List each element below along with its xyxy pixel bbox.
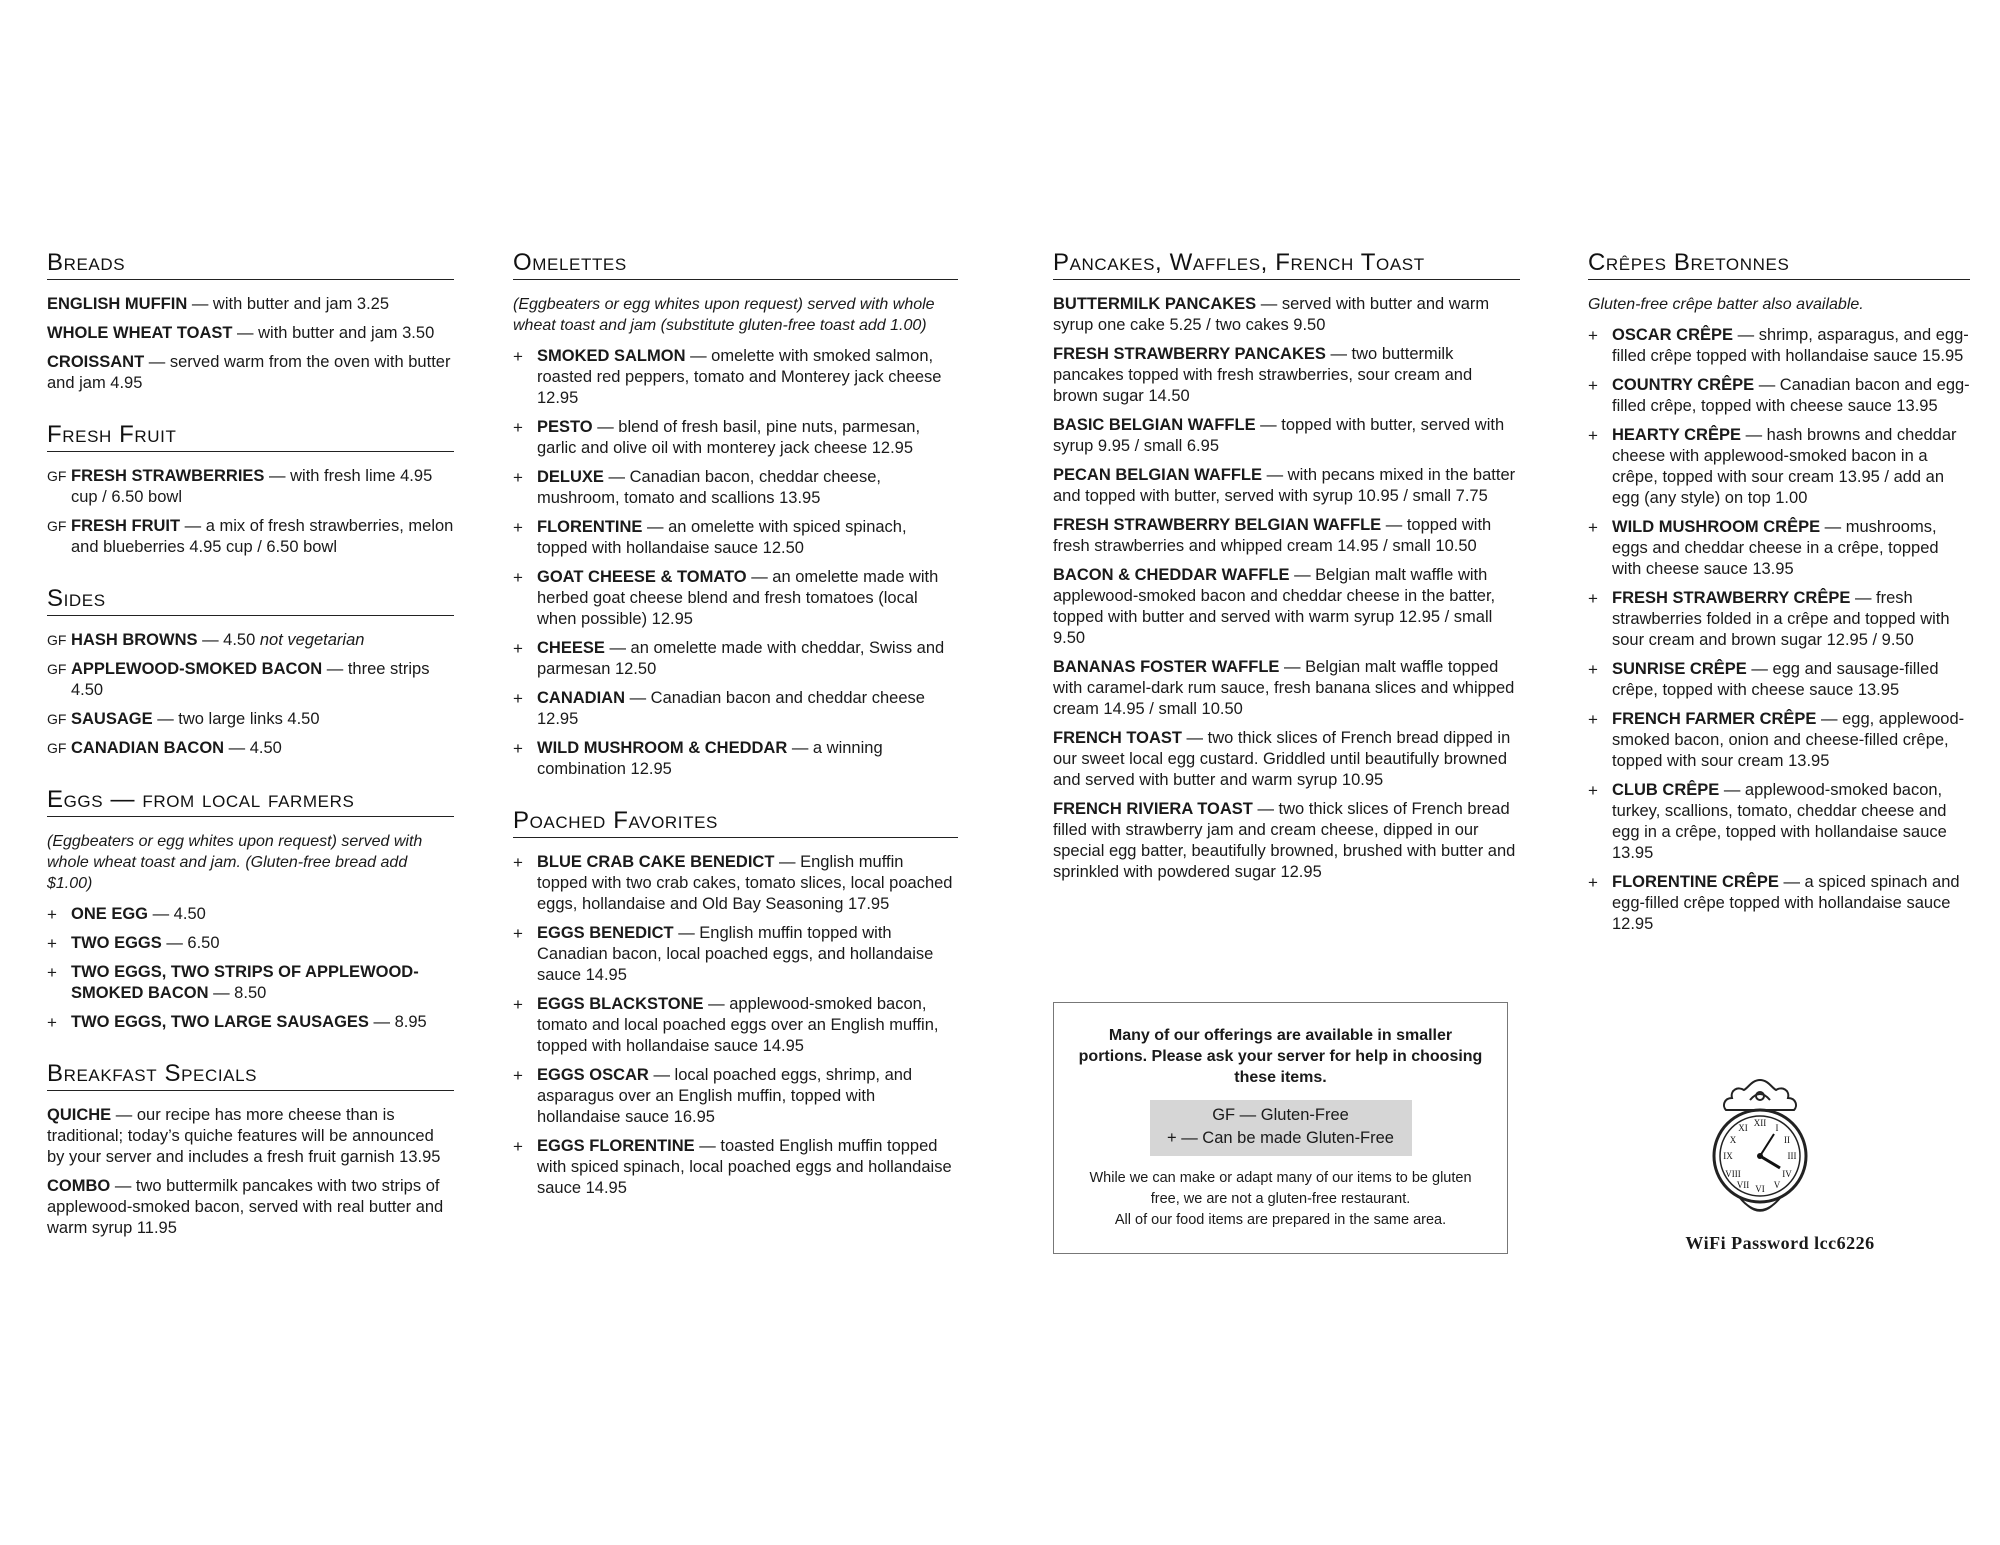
menu-item-name: BLUE CRAB CAKE BENEDICT	[537, 853, 775, 871]
menu-item	[47, 352, 454, 394]
svg-text:X: X	[1729, 1135, 1737, 1145]
menu-item-description: — with butter and jam 3.50	[232, 324, 435, 342]
menu-item-description: — with butter and jam 3.25	[187, 295, 390, 313]
gluten-free-adaptable-marker: +	[47, 1013, 57, 1032]
menu-item-description: — two thick slices of French bread filled with strawberry jam and cream cheese, dipped in our special egg batter, beautifully browned, brushed with butter and sprinkled with powdered sugar 12.95	[1053, 800, 1516, 881]
legend-gf: GF — Gluten-Free	[1212, 1106, 1349, 1124]
menu-item	[1053, 515, 1520, 557]
menu-item-description: — Belgian malt waffle with applewood-smoked bacon and cheddar cheese in the batter, topped with butter and served with warm syrup 12.95 / small 9.50	[1053, 566, 1496, 647]
menu-item	[47, 1105, 454, 1168]
menu-item-name: EGGS BENEDICT	[537, 924, 674, 942]
gluten-legend	[1150, 1100, 1412, 1156]
portions-notice: Many of our offerings are available in smaller portions. Please ask your server for help in choosing these items.	[1078, 1027, 1483, 1086]
menu-item-name: PESTO	[537, 418, 593, 436]
poached-favorites-section	[513, 806, 958, 1199]
menu-item	[1588, 709, 1970, 772]
menu-item-name: COMBO	[47, 1177, 111, 1195]
omelettes-heading: Omelettes	[513, 248, 958, 280]
menu-item	[1053, 465, 1520, 507]
svg-text:VI: VI	[1755, 1184, 1765, 1194]
menu-item-description: — applewood-smoked bacon, turkey, scallions, tomato, cheddar cheese and egg in a crêpe, topped with hollandaise sauce 13.95	[1612, 781, 1947, 862]
gluten-free-marker: GF	[47, 740, 67, 756]
menu-item	[47, 904, 454, 925]
menu-item	[1588, 780, 1970, 864]
sides-heading: Sides	[47, 584, 454, 616]
gluten-free-adaptable-marker: +	[513, 518, 523, 537]
menu-item	[513, 738, 958, 780]
fresh-fruit-heading: Fresh Fruit	[47, 420, 454, 452]
svg-text:V: V	[1773, 1180, 1781, 1190]
svg-text:VIII: VIII	[1725, 1169, 1741, 1179]
menu-item-name: HASH BROWNS	[71, 631, 198, 649]
crepes-section	[1588, 248, 1970, 935]
gluten-free-adaptable-marker: +	[1588, 660, 1598, 679]
menu-item-name: FRESH FRUIT	[71, 517, 181, 535]
svg-text:IV: IV	[1782, 1169, 1792, 1179]
gluten-free-adaptable-marker: +	[513, 853, 523, 872]
menu-item-name: FLORENTINE CRÊPE	[1612, 873, 1779, 891]
pancakes-section	[1053, 248, 1520, 883]
menu-item-name: BANANAS FOSTER WAFFLE	[1053, 658, 1280, 676]
menu-item	[1053, 344, 1520, 407]
svg-text:IX: IX	[1723, 1151, 1733, 1161]
gluten-free-adaptable-marker: +	[1588, 518, 1598, 537]
menu-item-list	[47, 294, 454, 394]
eggs-heading: Eggs — from local farmers	[47, 785, 454, 817]
menu-item-description: — English muffin topped with Canadian bacon, local poached eggs, and hollandaise sauce 14.95	[537, 924, 934, 984]
gluten-free-adaptable-marker: +	[1588, 589, 1598, 608]
menu-item-list	[47, 466, 454, 558]
menu-item-name: DELUXE	[537, 468, 604, 486]
menu-item	[513, 994, 958, 1057]
gluten-free-adaptable-marker: +	[513, 418, 523, 437]
menu-item	[1588, 425, 1970, 509]
menu-item-description: — with pecans mixed in the batter and topped with butter, served with syrup 10.95 / small 7.75	[1053, 466, 1516, 505]
gluten-free-adaptable-marker: +	[513, 1066, 523, 1085]
menu-item-description: — egg, applewood-smoked bacon, onion and cheese-filled crêpe, topped with sour cream 13.95	[1612, 710, 1965, 770]
menu-item-description: — Canadian bacon and cheddar cheese 12.95	[537, 689, 925, 728]
menu-item-name: EGGS BLACKSTONE	[537, 995, 704, 1013]
svg-text:I: I	[1775, 1123, 1779, 1133]
menu-item-name: FRENCH RIVIERA TOAST	[1053, 800, 1253, 818]
menu-item	[513, 517, 958, 559]
menu-item-description: — blend of fresh basil, pine nuts, parmesan, garlic and olive oil with monterey jack cheese 12.95	[537, 418, 921, 457]
gluten-free-adaptable-marker: +	[1588, 376, 1598, 395]
menu-item-description: — two large links 4.50	[152, 710, 320, 728]
omelettes-note: (Eggbeaters or egg whites upon request) served with whole wheat toast and jam (substitute gluten-free toast add 1.00)	[513, 296, 935, 334]
menu-item	[1588, 375, 1970, 417]
menu-item-description: — two thick slices of French bread dipped in our sweet local egg custard. Griddled until beautifully browned and served with butter and warm syrup 10.95	[1053, 729, 1511, 789]
menu-item-name: CHEESE	[537, 639, 605, 657]
gluten-free-marker: GF	[47, 711, 67, 727]
menu-item-description: — an omelette with spiced spinach, topped with hollandaise sauce 12.50	[537, 518, 907, 557]
gluten-free-adaptable-marker: +	[1588, 873, 1598, 892]
menu-item-description: — toasted English muffin topped with spiced spinach, local poached eggs and hollandaise sauce 14.95	[537, 1137, 952, 1197]
eggs-section	[47, 785, 454, 1033]
gluten-free-adaptable-marker: +	[47, 963, 57, 982]
gluten-free-adaptable-marker: +	[1588, 781, 1598, 800]
column-1	[47, 248, 454, 1265]
menu-item	[1588, 517, 1970, 580]
menu-item-description: — a mix of fresh strawberries, melon and blueberries 4.95 cup / 6.50 bowl	[71, 517, 454, 556]
menu-item	[513, 923, 958, 986]
menu-item	[1053, 728, 1520, 791]
menu-item-description: — served with butter and warm syrup one cake 5.25 / two cakes 9.50	[1053, 295, 1490, 334]
menu-item	[513, 467, 958, 509]
menu-item-name: WILD MUSHROOM & CHEDDAR	[537, 739, 788, 757]
gluten-free-adaptable-marker: +	[1588, 426, 1598, 445]
gluten-free-adaptable-marker: +	[1588, 326, 1598, 345]
gluten-free-adaptable-marker: +	[513, 995, 523, 1014]
menu-item-name: BASIC BELGIAN WAFFLE	[1053, 416, 1256, 434]
menu-item-name: WILD MUSHROOM CRÊPE	[1612, 518, 1821, 536]
menu-item	[47, 933, 454, 954]
gluten-free-adaptable-marker: +	[513, 739, 523, 758]
crepes-note: Gluten-free crêpe batter also available.	[1588, 296, 1864, 313]
menu-item-name: FRESH STRAWBERRIES	[71, 467, 265, 485]
menu-item	[47, 294, 454, 315]
menu-item-name: TWO EGGS, TWO STRIPS OF APPLEWOOD-SMOKED BACON	[71, 963, 419, 1002]
menu-item-list	[513, 346, 958, 780]
menu-item-name: FRENCH FARMER CRÊPE	[1612, 710, 1817, 728]
svg-text:XII: XII	[1753, 1118, 1767, 1128]
gluten-free-marker: GF	[47, 632, 67, 648]
sides-section	[47, 584, 454, 759]
menu-item	[1053, 657, 1520, 720]
menu-item	[47, 962, 454, 1004]
menu-item-list	[513, 852, 958, 1199]
column-4	[1588, 248, 1970, 961]
gluten-free-marker: GF	[47, 661, 67, 677]
menu-item	[47, 1012, 454, 1033]
menu-item-description: — topped with fresh strawberries and whipped cream 14.95 / small 10.50	[1053, 516, 1492, 555]
menu-item-name: TWO EGGS	[71, 934, 162, 952]
menu-item-name: EGGS FLORENTINE	[537, 1137, 695, 1155]
omelettes-section	[513, 248, 958, 780]
menu-item-name: COUNTRY CRÊPE	[1612, 376, 1755, 394]
menu-item-description: — a winning combination 12.95	[537, 739, 883, 778]
menu-item	[513, 852, 958, 915]
menu-item	[1588, 872, 1970, 935]
menu-item	[1053, 415, 1520, 457]
gluten-free-adaptable-marker: +	[47, 905, 57, 924]
menu-item	[1588, 588, 1970, 651]
menu-item	[47, 738, 454, 759]
menu-item	[513, 567, 958, 630]
menu-item-description: — applewood-smoked bacon, tomato and local poached eggs over an English muffin, topped with hollandaise sauce 14.95	[537, 995, 939, 1055]
menu-item-list	[47, 904, 454, 1033]
menu-item-name: CROISSANT	[47, 353, 145, 371]
menu-item-name: FRESH STRAWBERRY PANCAKES	[1053, 345, 1326, 363]
wifi-password: WiFi Password lcc6226	[1685, 1233, 1875, 1253]
gluten-free-adaptable-marker: +	[513, 924, 523, 943]
menu-item-list	[47, 630, 454, 759]
menu-item-description: — English muffin topped with two crab cakes, tomato slices, local poached eggs, hollandaise and Old Bay Seasoning 17.95	[537, 853, 953, 913]
menu-item-name: HEARTY CRÊPE	[1612, 426, 1741, 444]
menu-item-description: — egg and sausage-filled crêpe, topped with cheese sauce 13.95	[1612, 660, 1939, 699]
menu-item	[513, 346, 958, 409]
svg-text:XI: XI	[1738, 1123, 1748, 1133]
menu-item-description: — Belgian malt waffle topped with caramel-dark rum sauce, fresh banana slices and whipped cream 14.95 / small 10.50	[1053, 658, 1515, 718]
menu-item-name: CANADIAN BACON	[71, 739, 225, 757]
menu-item-description: — three strips 4.50	[71, 660, 430, 699]
menu-item-name: PECAN BELGIAN WAFFLE	[1053, 466, 1262, 484]
menu-item-description: — omelette with smoked salmon, roasted red peppers, tomato and Monterey jack cheese 12.95	[537, 347, 942, 407]
menu-item-description: — 4.50	[197, 631, 260, 649]
gluten-free-marker: GF	[47, 518, 67, 534]
menu-item-name: CANADIAN	[537, 689, 625, 707]
crepes-heading: Crêpes Bretonnes	[1588, 248, 1970, 280]
svg-text:II: II	[1784, 1135, 1790, 1145]
column-2	[513, 248, 958, 1225]
menu-item-description: — mushrooms, eggs and cheddar cheese in a crêpe, topped with cheese sauce 13.95	[1612, 518, 1939, 578]
gluten-free-adaptable-marker: +	[513, 689, 523, 708]
pancakes-heading: Pancakes, Waffles, French Toast	[1053, 248, 1520, 280]
menu-item-description: — Canadian bacon, cheddar cheese, mushroom, tomato and scallions 13.95	[537, 468, 881, 507]
poached-favorites-heading: Poached Favorites	[513, 806, 958, 838]
eggs-note: (Eggbeaters or egg whites upon request) served with whole wheat toast and jam. (Gluten-free bread add $1.00)	[47, 833, 423, 892]
menu-item	[513, 1065, 958, 1128]
disclaimer-line-2: All of our food items are prepared in the same area.	[1114, 1212, 1447, 1228]
menu-item-note: not vegetarian	[259, 631, 365, 649]
menu-item-description: — 6.50	[161, 934, 220, 952]
gluten-free-adaptable-marker: +	[1588, 710, 1598, 729]
menu-item-name: BACON & CHEDDAR WAFFLE	[1053, 566, 1290, 584]
menu-item-name: CLUB CRÊPE	[1612, 781, 1720, 799]
menu-item-description: — served warm from the oven with butter and jam 4.95	[47, 353, 451, 392]
menu-item-description: — local poached eggs, shrimp, and asparagus over an English muffin, topped with hollandaise sauce 16.95	[537, 1066, 913, 1126]
menu-item	[1053, 294, 1520, 336]
menu-item-name: APPLEWOOD-SMOKED BACON	[71, 660, 323, 678]
menu-item-name: TWO EGGS, TWO LARGE SAUSAGES	[71, 1013, 369, 1031]
menu-item-description: — 8.95	[368, 1013, 427, 1031]
menu-item-name: EGGS OSCAR	[537, 1066, 649, 1084]
menu-item-description: — fresh strawberries folded in a crêpe and topped with sour cream and brown sugar 12.95 / 9.50	[1612, 589, 1950, 649]
menu-item	[513, 638, 958, 680]
svg-text:VII: VII	[1736, 1180, 1750, 1190]
menu-item-name: FLORENTINE	[537, 518, 643, 536]
breads-section	[47, 248, 454, 394]
ornate-clock-icon	[1700, 1076, 1820, 1246]
menu-item-name: SUNRISE CRÊPE	[1612, 660, 1747, 678]
menu-item-description: — with fresh lime 4.95 cup / 6.50 bowl	[71, 467, 433, 506]
menu-item	[1053, 799, 1520, 883]
menu-item-name: BUTTERMILK PANCAKES	[1053, 295, 1257, 313]
menu-item-name: SMOKED SALMON	[537, 347, 686, 365]
menu-item	[1588, 659, 1970, 701]
menu-item-description: — hash browns and cheddar cheese with applewood-smoked bacon in a crêpe, topped with sour cream 13.95 / add an egg (any style) on top 1.00	[1612, 426, 1957, 507]
menu-item-description: — two buttermilk pancakes with two strips of applewood-smoked bacon, served with real butter and warm syrup 11.95	[47, 1177, 444, 1237]
menu-item-list	[1588, 325, 1970, 935]
svg-text:III: III	[1787, 1151, 1797, 1161]
menu-item-name: ONE EGG	[71, 905, 149, 923]
menu-item-description: — 8.50	[208, 984, 267, 1002]
breakfast-specials-section	[47, 1059, 454, 1239]
menu-item-name: ENGLISH MUFFIN	[47, 295, 188, 313]
menu-item-name: QUICHE	[47, 1106, 112, 1124]
menu-item-name: FRESH STRAWBERRY CRÊPE	[1612, 589, 1851, 607]
menu-item-name: FRENCH TOAST	[1053, 729, 1182, 747]
gluten-free-marker: GF	[47, 468, 67, 484]
menu-item	[1053, 565, 1520, 649]
menu-item-name: SAUSAGE	[71, 710, 153, 728]
menu-item-description: — 4.50	[224, 739, 282, 757]
menu-item	[47, 516, 454, 558]
menu-item	[513, 688, 958, 730]
menu-item	[47, 466, 454, 508]
menu-item-name: FRESH STRAWBERRY BELGIAN WAFFLE	[1053, 516, 1382, 534]
breads-heading: Breads	[47, 248, 454, 280]
fresh-fruit-section	[47, 420, 454, 558]
menu-item	[513, 417, 958, 459]
menu-item-name: GOAT CHEESE & TOMATO	[537, 568, 747, 586]
menu-item-name: OSCAR CRÊPE	[1612, 326, 1734, 344]
menu-item-list	[47, 1105, 454, 1239]
column-3	[1053, 248, 1520, 909]
menu-item-name: WHOLE WHEAT TOAST	[47, 324, 233, 342]
menu-item-list	[1053, 294, 1520, 883]
gluten-free-adaptable-marker: +	[513, 468, 523, 487]
menu-item-description: — a spiced spinach and egg-filled crêpe topped with hollandaise sauce 12.95	[1612, 873, 1960, 933]
info-box	[1053, 1002, 1508, 1254]
menu-item-description: — shrimp, asparagus, and egg-filled crêpe topped with hollandaise sauce 15.95	[1612, 326, 1969, 365]
menu-item	[47, 323, 454, 344]
gluten-disclaimer	[1074, 1168, 1487, 1231]
menu-item	[47, 630, 454, 651]
gluten-free-adaptable-marker: +	[513, 568, 523, 587]
menu-item-description: — an omelette made with cheddar, Swiss and parmesan 12.50	[537, 639, 945, 678]
menu-item-description: — 4.50	[148, 905, 206, 923]
menu-item-description: — Canadian bacon and egg-filled crêpe, topped with cheese sauce 13.95	[1612, 376, 1970, 415]
menu-item	[47, 659, 454, 701]
menu-item-description: — an omelette made with herbed goat cheese blend and fresh tomatoes (local when possible) 12.95	[537, 568, 939, 628]
menu-item	[47, 1176, 454, 1239]
gluten-free-adaptable-marker: +	[513, 1137, 523, 1156]
menu-item	[1588, 325, 1970, 367]
menu-item-description: — topped with butter, served with syrup 9.95 / small 6.95	[1053, 416, 1505, 455]
menu-item	[513, 1136, 958, 1199]
disclaimer-line-1: While we can make or adapt many of our items to be gluten free, we are not a gluten-free restaurant.	[1089, 1170, 1472, 1207]
menu-item	[47, 709, 454, 730]
menu-item-description: — our recipe has more cheese than is traditional; today’s quiche features will be announced by your server and includes a fresh fruit garnish 13.95	[47, 1106, 441, 1166]
menu-item-description: — two buttermilk pancakes topped with fresh strawberries, sour cream and brown sugar 14.50	[1053, 345, 1473, 405]
gluten-free-adaptable-marker: +	[47, 934, 57, 953]
gluten-free-adaptable-marker: +	[513, 639, 523, 658]
legend-plus: + — Can be made Gluten-Free	[1167, 1129, 1394, 1147]
breakfast-specials-heading: Breakfast Specials	[47, 1059, 454, 1091]
gluten-free-adaptable-marker: +	[513, 347, 523, 366]
